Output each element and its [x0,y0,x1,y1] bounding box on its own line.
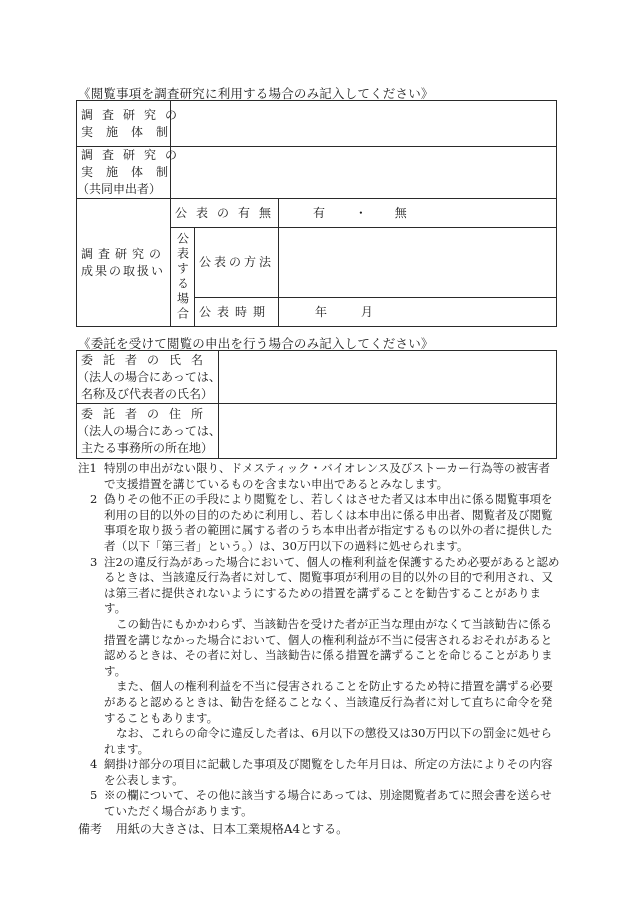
research-system-joint-field[interactable] [171,147,557,199]
research-table [76,100,557,327]
publication-timing-label: 公表時期 [195,298,279,327]
section2-title: 《委託を受けて閲覧の申出を行う場合のみ記入してください》 [78,336,434,351]
if-published-label: 公表する場合 [171,228,195,327]
note-3: 3 注2の違反行為があった場合において、個人の権利利益を保護するため必要があると認めるときは、当該違反行為者に対して、閲覧事項が利用の目的以外の目的で利用され、又は第三者に提供されないようにするための措置を講ずることを勧告することがあります。 [90,554,560,616]
remark [78,820,348,837]
notes [78,461,560,820]
research-results-label: 調査研究の 成果の取扱い [77,199,171,327]
note-2: 2 偽りその他不正の手段により閲覧をし、若しくはさせた者又は本申出に係る閲覧事項を利用の目的以外の目的のために利用し、若しくは本申出に係る申出者、閲覧者及び閲覧事項を取り扱う者の範囲に属する者のうち本申出者が指定するもの以外の者に提供した者（以下「第三者」という。）は、30万円以下の過料に処せられます。 [90,492,553,553]
note-3-para-2: この勧告にもかかわらず、当該勧告を受けた者が正当な理由がなくて当該勧告に係る措置を講じなかった場合において、個人の権利利益が不当に侵害されるおそれがあると認めるときは、その者に対し、当該勧告に係る措置を講ずることを命じることがあります。 [104,616,553,678]
consignor-address-label: 委託者の住所 （法人の場合にあっては、 主たる事務所の所在地） [77,404,219,459]
remark-label: 備考 [78,822,103,836]
remark-text: 用紙の大きさは、日本工業規格A4とする。 [115,822,349,836]
research-system-field[interactable] [171,101,557,147]
consignor-table [76,350,557,459]
note-4: 4 網掛け部分の項目に記載した事項及び閲覧をした年月日は、所定の方法によりその内容を公表します。 [90,757,553,787]
note-3-para-4: なお、これらの命令に違反した者は、6月以下の懲役又は30万円以下の罰金に処せられます。 [104,726,552,756]
consignor-name-label: 委託者の氏名 （法人の場合にあっては、 名称及び代表者の氏名） [77,351,219,404]
research-system-label: 調査研究の 実施体制 [77,101,171,147]
note-3-para-3: また、個人の権利利益を不当に侵害されることを防止するため特に措置を講ずる必要があると認めるときは、勧告を経ることなく、当該違反行為者に対して直ちに命令を発することもあります。 [104,679,553,725]
consignor-address-field[interactable] [219,404,557,459]
publication-presence-label: 公表の有無 [171,199,279,228]
section1-title: 《閲覧事項を調査研究に利用する場合のみ記入してください》 [78,86,434,101]
research-system-joint-label: 調査研究の 実施体制 （共同申出者） [77,147,171,199]
consignor-name-field[interactable] [219,351,557,404]
publication-presence-field[interactable]: 有 ・ 無 [279,199,557,228]
publication-method-field[interactable] [279,228,557,298]
publication-method-label: 公表の方法 [195,228,279,298]
note-5: 5 ※の欄について、その他に該当する場合にあっては、別途閲覧者あてに照会書を送らせていただく場合があります。 [90,788,552,819]
note-1: 注1 特別の申出がない限り、ドメスティック・バイオレンス及びストーカー行為等の被害者で支援措置を講じているものを含まない申出であるとみなします。 [78,461,551,491]
publication-timing-field[interactable]: 年 月 [279,298,557,327]
